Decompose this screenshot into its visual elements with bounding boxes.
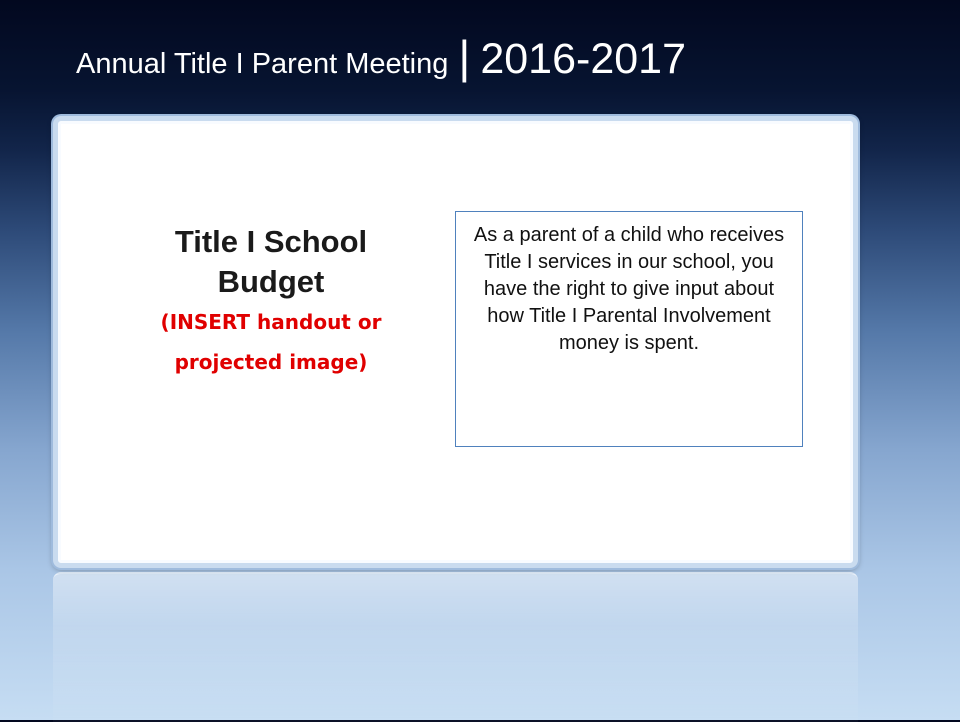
budget-heading: Title I School Budget xyxy=(174,224,368,299)
content-panel xyxy=(53,116,858,568)
parent-rights-textbox: As a parent of a child who receives Title I services in our school, you have the right to give input about how Title I Parental Involvement money is spent. xyxy=(455,211,803,447)
insert-note: (INSERT handout or projected image) xyxy=(160,310,382,374)
title-text: Annual Title I Parent Meeting xyxy=(76,48,449,80)
slide-title xyxy=(76,31,686,83)
title-separator: | xyxy=(458,31,471,83)
content-panel-inner xyxy=(61,124,850,560)
budget-block xyxy=(126,222,416,382)
title-year: 2016-2017 xyxy=(480,35,686,83)
panel-reflection xyxy=(53,572,858,722)
